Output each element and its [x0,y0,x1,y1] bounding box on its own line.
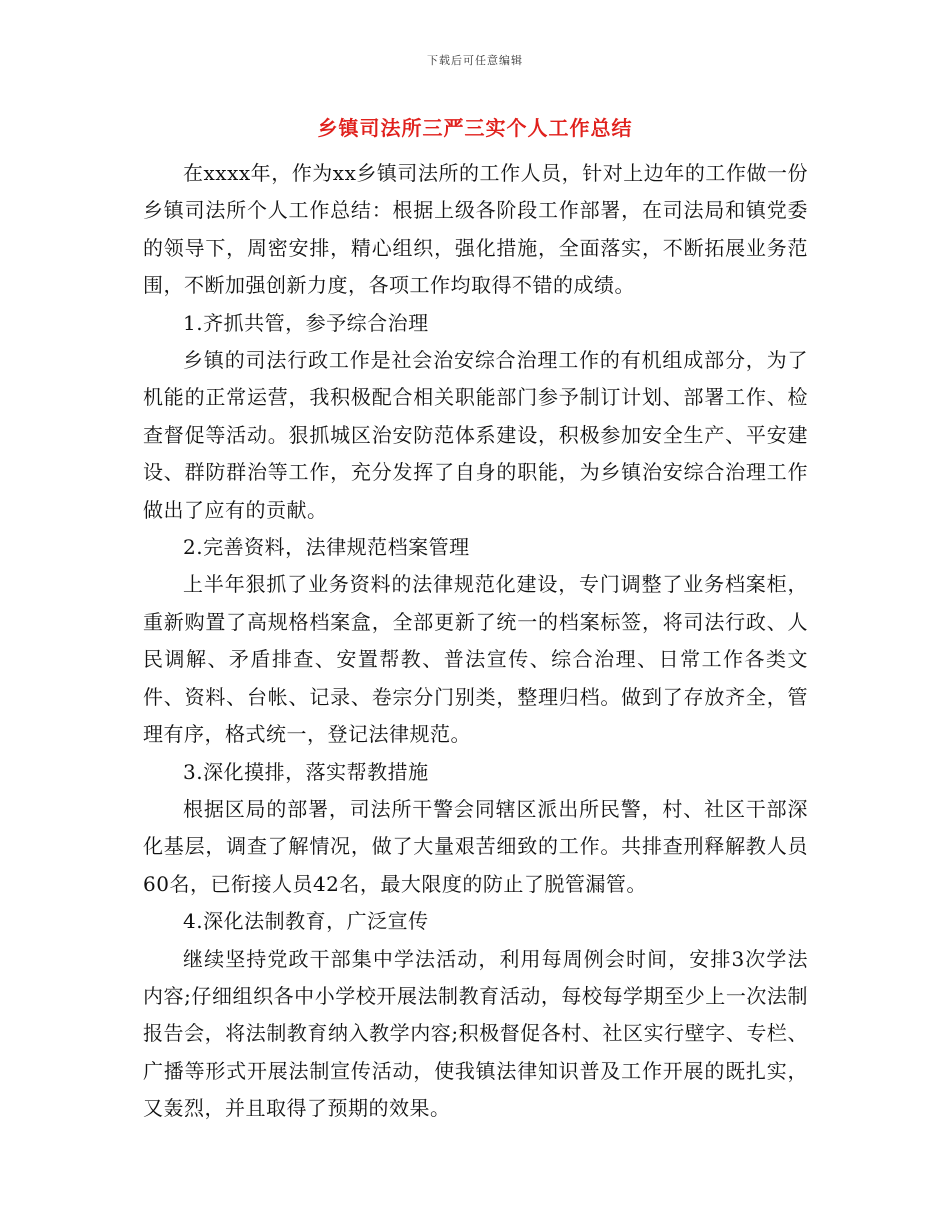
intro-paragraph: 在xxxx年，作为xx乡镇司法所的工作人员，针对上边年的工作做一份乡镇司法所个人工作总结：根据上级各阶段工作部署，在司法局和镇党委的领导下，周密安排，精心组织，强化措施，全面落实，不断拓展业务范围，不断加强创新力度，各项工作均取得不错的成绩。 [143,161,808,298]
section-heading-4: 4.深化法制教育，广泛宣传 [183,909,429,934]
document-body [143,155,808,1128]
section-body-4: 继续坚持党政干部集中学法活动，利用每周例会时间，安排3次学法内容;仔细组织各中小学校开展法制教育活动，每校每学期至少上一次法制报告会，将法制教育纳入教学内容;积极督促各村、社区实行壁字、专栏、广播等形式开展法制宣传活动，使我镇法律知识普及工作开展的既扎实，又轰烈，并且取得了预期的效果。 [143,946,808,1121]
section-body-2: 上半年狠抓了业务资料的法律规范化建设，专门调整了业务档案柜，重新购置了高规格档案盒，全部更新了统一的档案标签，将司法行政、人民调解、矛盾排查、安置帮教、普法宣传、综合治理、日常工作各类文件、资料、台帐、记录、卷宗分门别类，整理归档。做到了存放齐全，管理有序，格式统一，登记法律规范。 [143,572,808,747]
page-header-note: 下载后可任意编辑 [427,54,523,67]
document-title: 乡镇司法所三严三实个人工作总结 [317,116,633,140]
section-heading-1: 1.齐抓共管，参予综合治理 [183,310,429,335]
section-heading-3: 3.深化摸排，落实帮教措施 [183,759,429,784]
section-body-1: 乡镇的司法行政工作是社会治安综合治理工作的有机组成部分，为了机能的正常运营，我积极配合相关职能部门参予制订计划、部署工作、检查督促等活动。狠抓城区治安防范体系建设，积极参加安全生产、平安建设、群防群治等工作，充分发挥了自身的职能，为乡镇治安综合治理工作做出了应有的贡献。 [143,348,808,522]
section-body-3: 根据区局的部署，司法所干警会同辖区派出所民警，村、社区干部深化基层，调查了解情况，做了大量艰苦细致的工作。共排查刑释解教人员60名，已衔接人员42名，最大限度的防止了脱管漏管。 [143,796,808,896]
section-heading-2: 2.完善资料，法律规范档案管理 [183,535,470,560]
